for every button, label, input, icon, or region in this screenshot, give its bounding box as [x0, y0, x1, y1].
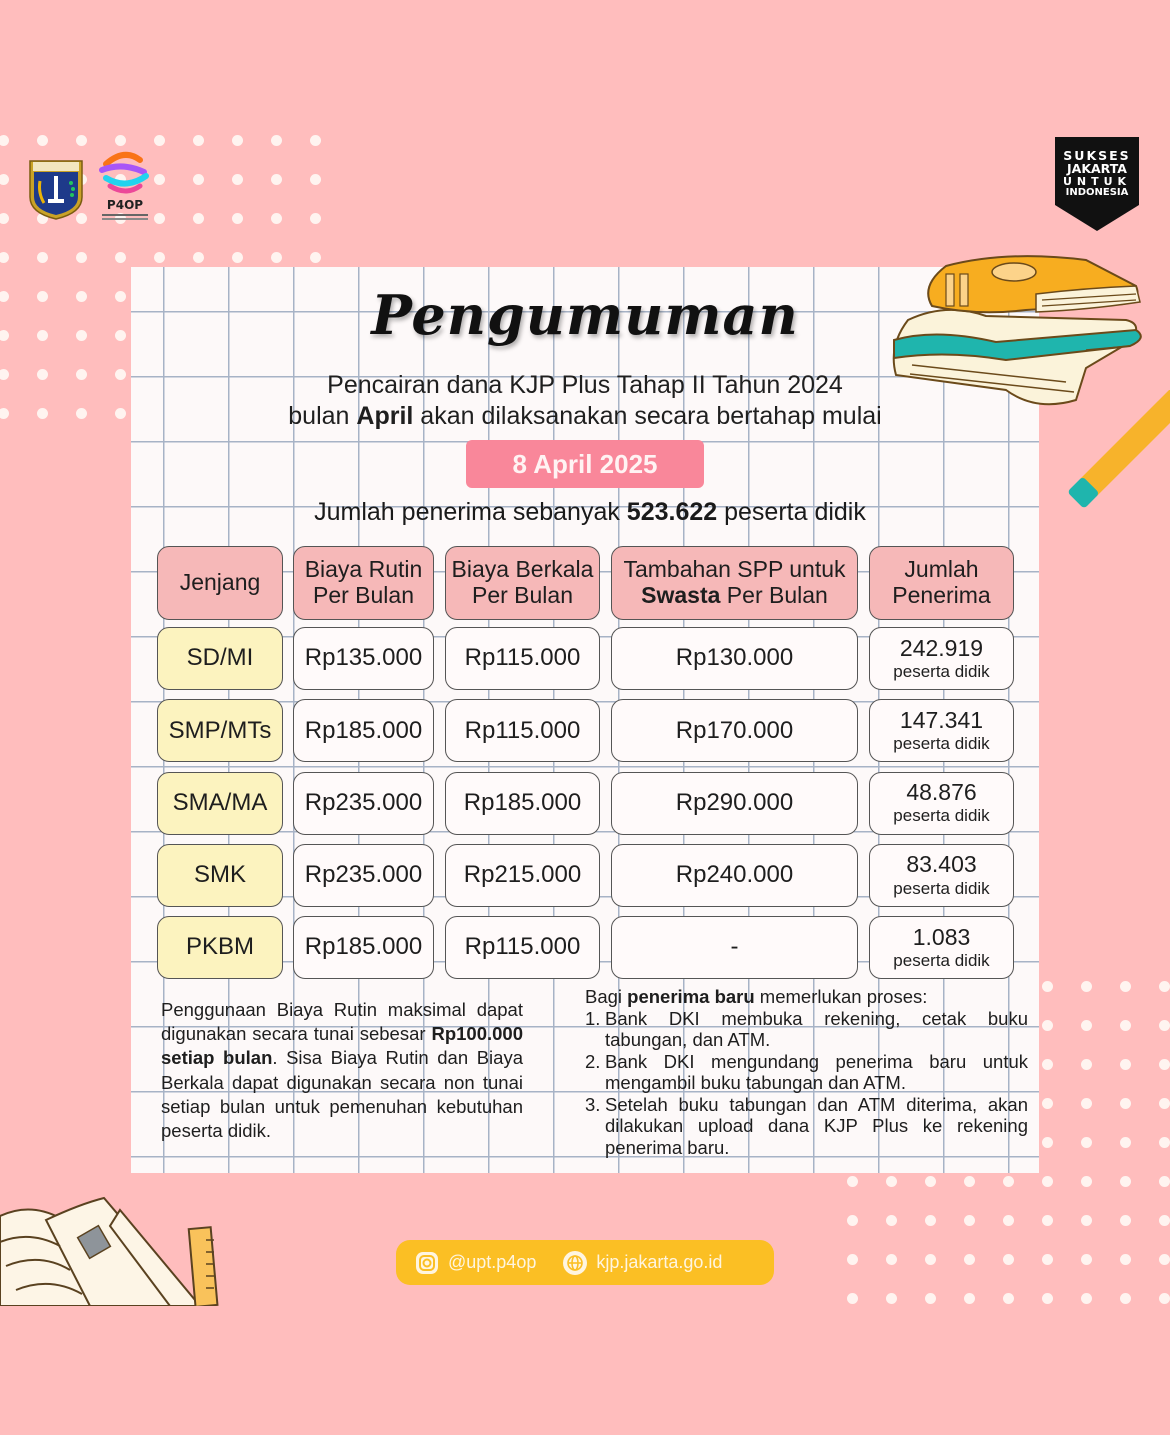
- cell-value: SD/MI: [186, 644, 254, 672]
- total-value: 523.622: [626, 498, 718, 526]
- cell-value: Rp185.000: [304, 933, 423, 961]
- dot: [1003, 1254, 1014, 1265]
- dot: [1042, 1137, 1053, 1148]
- dot: [37, 252, 48, 263]
- dot: [1159, 1176, 1170, 1187]
- dot: [154, 213, 165, 224]
- header-label: Jenjang: [179, 569, 261, 596]
- recipient-unit: peserta didik: [893, 878, 990, 898]
- dot: [1042, 981, 1053, 992]
- p4op-logo-text: P4OP: [106, 198, 144, 212]
- table-cell-jenjang: [157, 699, 283, 762]
- dot: [964, 1254, 975, 1265]
- cell-value: Rp130.000: [675, 644, 794, 672]
- dot: [193, 213, 204, 224]
- dot: [1081, 1176, 1092, 1187]
- cell-value: Rp240.000: [675, 861, 794, 889]
- intro-line-1: Pencairan dana KJP Plus Tahap II Tahun 2024: [327, 371, 843, 399]
- dot: [1081, 1098, 1092, 1109]
- dot: [76, 135, 87, 146]
- cell-value: Rp235.000: [304, 788, 423, 816]
- dot: [310, 135, 321, 146]
- intro-month: April: [356, 402, 414, 430]
- table-cell-jenjang: [157, 627, 283, 690]
- dot: [1120, 1176, 1131, 1187]
- dot: [154, 174, 165, 185]
- dot: [1042, 1215, 1053, 1226]
- dot: [925, 1254, 936, 1265]
- dot: [0, 330, 9, 341]
- intro-line-2-prefix: bulan: [288, 402, 357, 430]
- dot: [964, 1293, 975, 1304]
- dot: [37, 291, 48, 302]
- note-bold: Rp100.000 setiap bulan: [161, 1023, 523, 1069]
- dot: [0, 213, 9, 224]
- dot: [0, 408, 9, 419]
- recipient-count: 48.876: [906, 779, 977, 806]
- dot: [271, 174, 282, 185]
- dot: [886, 1176, 897, 1187]
- dot: [76, 408, 87, 419]
- header-label-line2: [641, 583, 828, 609]
- dot: [1159, 1098, 1170, 1109]
- step-item: [585, 1094, 1028, 1159]
- dot: [232, 213, 243, 224]
- dot: [1081, 1137, 1092, 1148]
- badge-line: INDONESIA: [1065, 187, 1129, 198]
- footer-contact-bar: [396, 1240, 774, 1285]
- dot: [232, 135, 243, 146]
- sukses-jakarta-badge: [1053, 135, 1141, 233]
- dki-jakarta-emblem: [26, 157, 86, 221]
- dot: [271, 135, 282, 146]
- dot: [193, 252, 204, 263]
- recipient-count: 1.083: [912, 923, 971, 950]
- cell-value: Rp115.000: [464, 716, 581, 744]
- dot: [1003, 1293, 1014, 1304]
- note-penerima-baru: [585, 986, 1028, 1158]
- dot: [1159, 981, 1170, 992]
- dot: [115, 408, 126, 419]
- note-text: . Sisa Biaya Rutin dan Biaya Berkala dapat digunakan secara non tunai setiap bulan untuk pemenuhan kebutuhan peserta didik.: [161, 1047, 523, 1142]
- table-cell-jenjang: [157, 916, 283, 979]
- table-cell-berkala: [445, 844, 600, 907]
- dot: [271, 252, 282, 263]
- cell-value: Rp235.000: [304, 861, 423, 889]
- dot: [1042, 1254, 1053, 1265]
- table-cell-berkala: [445, 772, 600, 835]
- dot: [925, 1215, 936, 1226]
- dot: [0, 252, 9, 263]
- table-cell-spp: [611, 699, 858, 762]
- recipient-unit: peserta didik: [893, 806, 990, 826]
- table-cell-jumlah: [869, 627, 1014, 690]
- dot: [1120, 1254, 1131, 1265]
- dot: [1120, 1137, 1131, 1148]
- dot: [964, 1215, 975, 1226]
- cell-value: SMP/MTs: [168, 716, 272, 744]
- dot: [1081, 1059, 1092, 1070]
- table-cell-jumlah: [869, 916, 1014, 979]
- table-cell-jenjang: [157, 772, 283, 835]
- dot: [310, 174, 321, 185]
- dot: [1081, 1254, 1092, 1265]
- cell-value: Rp115.000: [464, 933, 581, 961]
- total-recipients: [230, 498, 950, 527]
- cell-value: Rp185.000: [304, 716, 423, 744]
- dot: [847, 1215, 858, 1226]
- dot: [1081, 1215, 1092, 1226]
- open-book-ruler-illustration: [0, 1196, 240, 1311]
- cell-value: SMK: [193, 861, 246, 889]
- step-text: Bank DKI mengundang penerima baru untuk mengambil buku tabungan dan ATM.: [605, 1050, 1028, 1093]
- dot: [37, 330, 48, 341]
- recipient-unit: peserta didik: [893, 734, 990, 754]
- steps-list: [585, 1008, 1028, 1159]
- dot: [0, 135, 9, 146]
- website-link[interactable]: kjp.jakarta.go.id: [596, 1252, 723, 1272]
- dot: [310, 252, 321, 263]
- dot: [1120, 1020, 1131, 1031]
- dot: [310, 213, 321, 224]
- header-biaya-berkala: [445, 546, 600, 620]
- table-cell-rutin: [293, 772, 434, 835]
- dot: [1159, 1254, 1170, 1265]
- badge-line: JAKARTA: [1067, 161, 1127, 176]
- dot: [1081, 1293, 1092, 1304]
- dot: [1003, 1176, 1014, 1187]
- cell-value: SMA/MA: [172, 788, 268, 816]
- header-tambahan-spp: [611, 546, 858, 620]
- note-biaya-rutin: [161, 998, 523, 1143]
- step-number: 2.: [585, 1050, 601, 1072]
- header-label: Penerima: [892, 582, 991, 608]
- dot: [0, 174, 9, 185]
- note-intro-bold: penerima baru: [627, 986, 755, 1007]
- dot: [1081, 981, 1092, 992]
- total-prefix: Jumlah penerima sebanyak: [314, 498, 627, 526]
- badge-line: SUKSES: [1063, 148, 1131, 163]
- intro-line-2: [250, 402, 920, 431]
- dot: [271, 213, 282, 224]
- dot: [76, 330, 87, 341]
- step-item: [585, 1008, 1028, 1051]
- header-label-bold: Swasta: [641, 582, 721, 608]
- header-label: Per Bulan: [471, 582, 573, 608]
- dot: [115, 330, 126, 341]
- table-cell-berkala: [445, 916, 600, 979]
- table-cell-jumlah: [869, 844, 1014, 907]
- table-cell-spp: [611, 772, 858, 835]
- dot: [154, 135, 165, 146]
- dot: [964, 1176, 975, 1187]
- header-label: Biaya Rutin: [304, 556, 423, 583]
- dot: [886, 1293, 897, 1304]
- table-cell-berkala: [445, 627, 600, 690]
- dot: [0, 369, 9, 380]
- note-text: Penggunaan Biaya Rutin maksimal dapat digunakan secara tunai sebesar: [161, 999, 523, 1045]
- dot: [1042, 1293, 1053, 1304]
- dot: [1120, 1215, 1131, 1226]
- table-cell-spp: [611, 916, 858, 979]
- cell-value: -: [730, 933, 739, 961]
- page-title: Pengumuman: [371, 283, 799, 347]
- header-jenjang: [157, 546, 283, 620]
- cell-value: Rp135.000: [304, 644, 423, 672]
- cell-value: Rp290.000: [675, 788, 794, 816]
- step-number: 1.: [585, 1007, 601, 1029]
- header-jumlah-penerima: [869, 546, 1014, 620]
- dot: [76, 291, 87, 302]
- header-label: Per Bulan: [720, 582, 828, 608]
- table-cell-rutin: [293, 844, 434, 907]
- header-label: Tambahan SPP untuk: [623, 556, 846, 583]
- cell-value: Rp170.000: [675, 716, 794, 744]
- header-biaya-rutin: [293, 546, 434, 620]
- p4op-tagline-line: [102, 218, 148, 220]
- recipient-count: 242.919: [899, 634, 984, 661]
- dot: [0, 291, 9, 302]
- dot: [1042, 1059, 1053, 1070]
- pencil-illustration: [1066, 390, 1170, 531]
- p4op-tagline-line: [102, 214, 148, 216]
- dot: [847, 1254, 858, 1265]
- recipient-unit: peserta didik: [893, 950, 990, 970]
- dot: [76, 252, 87, 263]
- dot: [115, 252, 126, 263]
- cell-value: PKBM: [185, 933, 254, 961]
- dot: [232, 252, 243, 263]
- instagram-icon: [414, 1250, 440, 1276]
- table-cell-jumlah: [869, 699, 1014, 762]
- dot: [1159, 1020, 1170, 1031]
- instagram-handle[interactable]: @upt.p4op: [448, 1252, 537, 1272]
- dot: [1120, 981, 1131, 992]
- step-item: [585, 1051, 1028, 1094]
- dot: [232, 174, 243, 185]
- dot: [1042, 1098, 1053, 1109]
- total-suffix: peserta didik: [717, 498, 866, 526]
- dot: [115, 369, 126, 380]
- dot: [193, 135, 204, 146]
- cell-value: Rp215.000: [463, 861, 582, 889]
- dot: [1003, 1215, 1014, 1226]
- step-text: Bank DKI membuka rekening, cetak buku tabungan, dan ATM.: [605, 1007, 1028, 1050]
- dot: [154, 252, 165, 263]
- dot: [37, 408, 48, 419]
- header-label: Biaya Berkala: [451, 556, 594, 583]
- dot: [847, 1293, 858, 1304]
- table-cell-spp: [611, 844, 858, 907]
- dot: [1120, 1293, 1131, 1304]
- note-intro: [585, 986, 1028, 1008]
- dot: [1081, 1020, 1092, 1031]
- dot: [1042, 1176, 1053, 1187]
- dot: [886, 1254, 897, 1265]
- badge-line: UNTUK: [1062, 175, 1132, 188]
- table-cell-rutin: [293, 627, 434, 690]
- table-cell-jumlah: [869, 772, 1014, 835]
- dot: [886, 1215, 897, 1226]
- p4op-logo: [96, 150, 154, 226]
- step-number: 3.: [585, 1093, 601, 1115]
- dot: [1159, 1215, 1170, 1226]
- dot: [115, 135, 126, 146]
- dot: [115, 291, 126, 302]
- dot: [847, 1176, 858, 1187]
- step-text: Setelah buku tabungan dan ATM diterima, akan dilakukan upload dana KJP Plus ke rekening penerima baru.: [605, 1093, 1028, 1158]
- cell-value: Rp115.000: [464, 644, 581, 672]
- recipient-unit: peserta didik: [893, 661, 990, 681]
- dot: [1042, 1020, 1053, 1031]
- header-label: Per Bulan: [312, 582, 414, 608]
- dot: [37, 369, 48, 380]
- table-cell-rutin: [293, 916, 434, 979]
- dot: [925, 1293, 936, 1304]
- table-cell-berkala: [445, 699, 600, 762]
- globe-icon: [562, 1250, 588, 1276]
- dot: [1159, 1137, 1170, 1148]
- table-cell-rutin: [293, 699, 434, 762]
- intro-line-2-suffix: akan dilaksanakan secara bertahap mulai: [413, 402, 882, 430]
- note-intro-suffix: memerlukan proses:: [754, 986, 928, 1007]
- dot: [1120, 1059, 1131, 1070]
- header-label: Jumlah: [904, 556, 979, 583]
- dot: [925, 1176, 936, 1187]
- recipient-count: 83.403: [906, 851, 977, 878]
- dot: [193, 174, 204, 185]
- table-cell-jenjang: [157, 844, 283, 907]
- dot: [1159, 1293, 1170, 1304]
- dot: [76, 369, 87, 380]
- note-intro-prefix: Bagi: [585, 986, 628, 1007]
- recipient-count: 147.341: [899, 706, 984, 733]
- table-cell-spp: [611, 627, 858, 690]
- dot: [1159, 1059, 1170, 1070]
- dot: [37, 135, 48, 146]
- start-date-badge: 8 April 2025: [466, 440, 704, 488]
- cell-value: Rp185.000: [463, 788, 582, 816]
- dot: [1120, 1098, 1131, 1109]
